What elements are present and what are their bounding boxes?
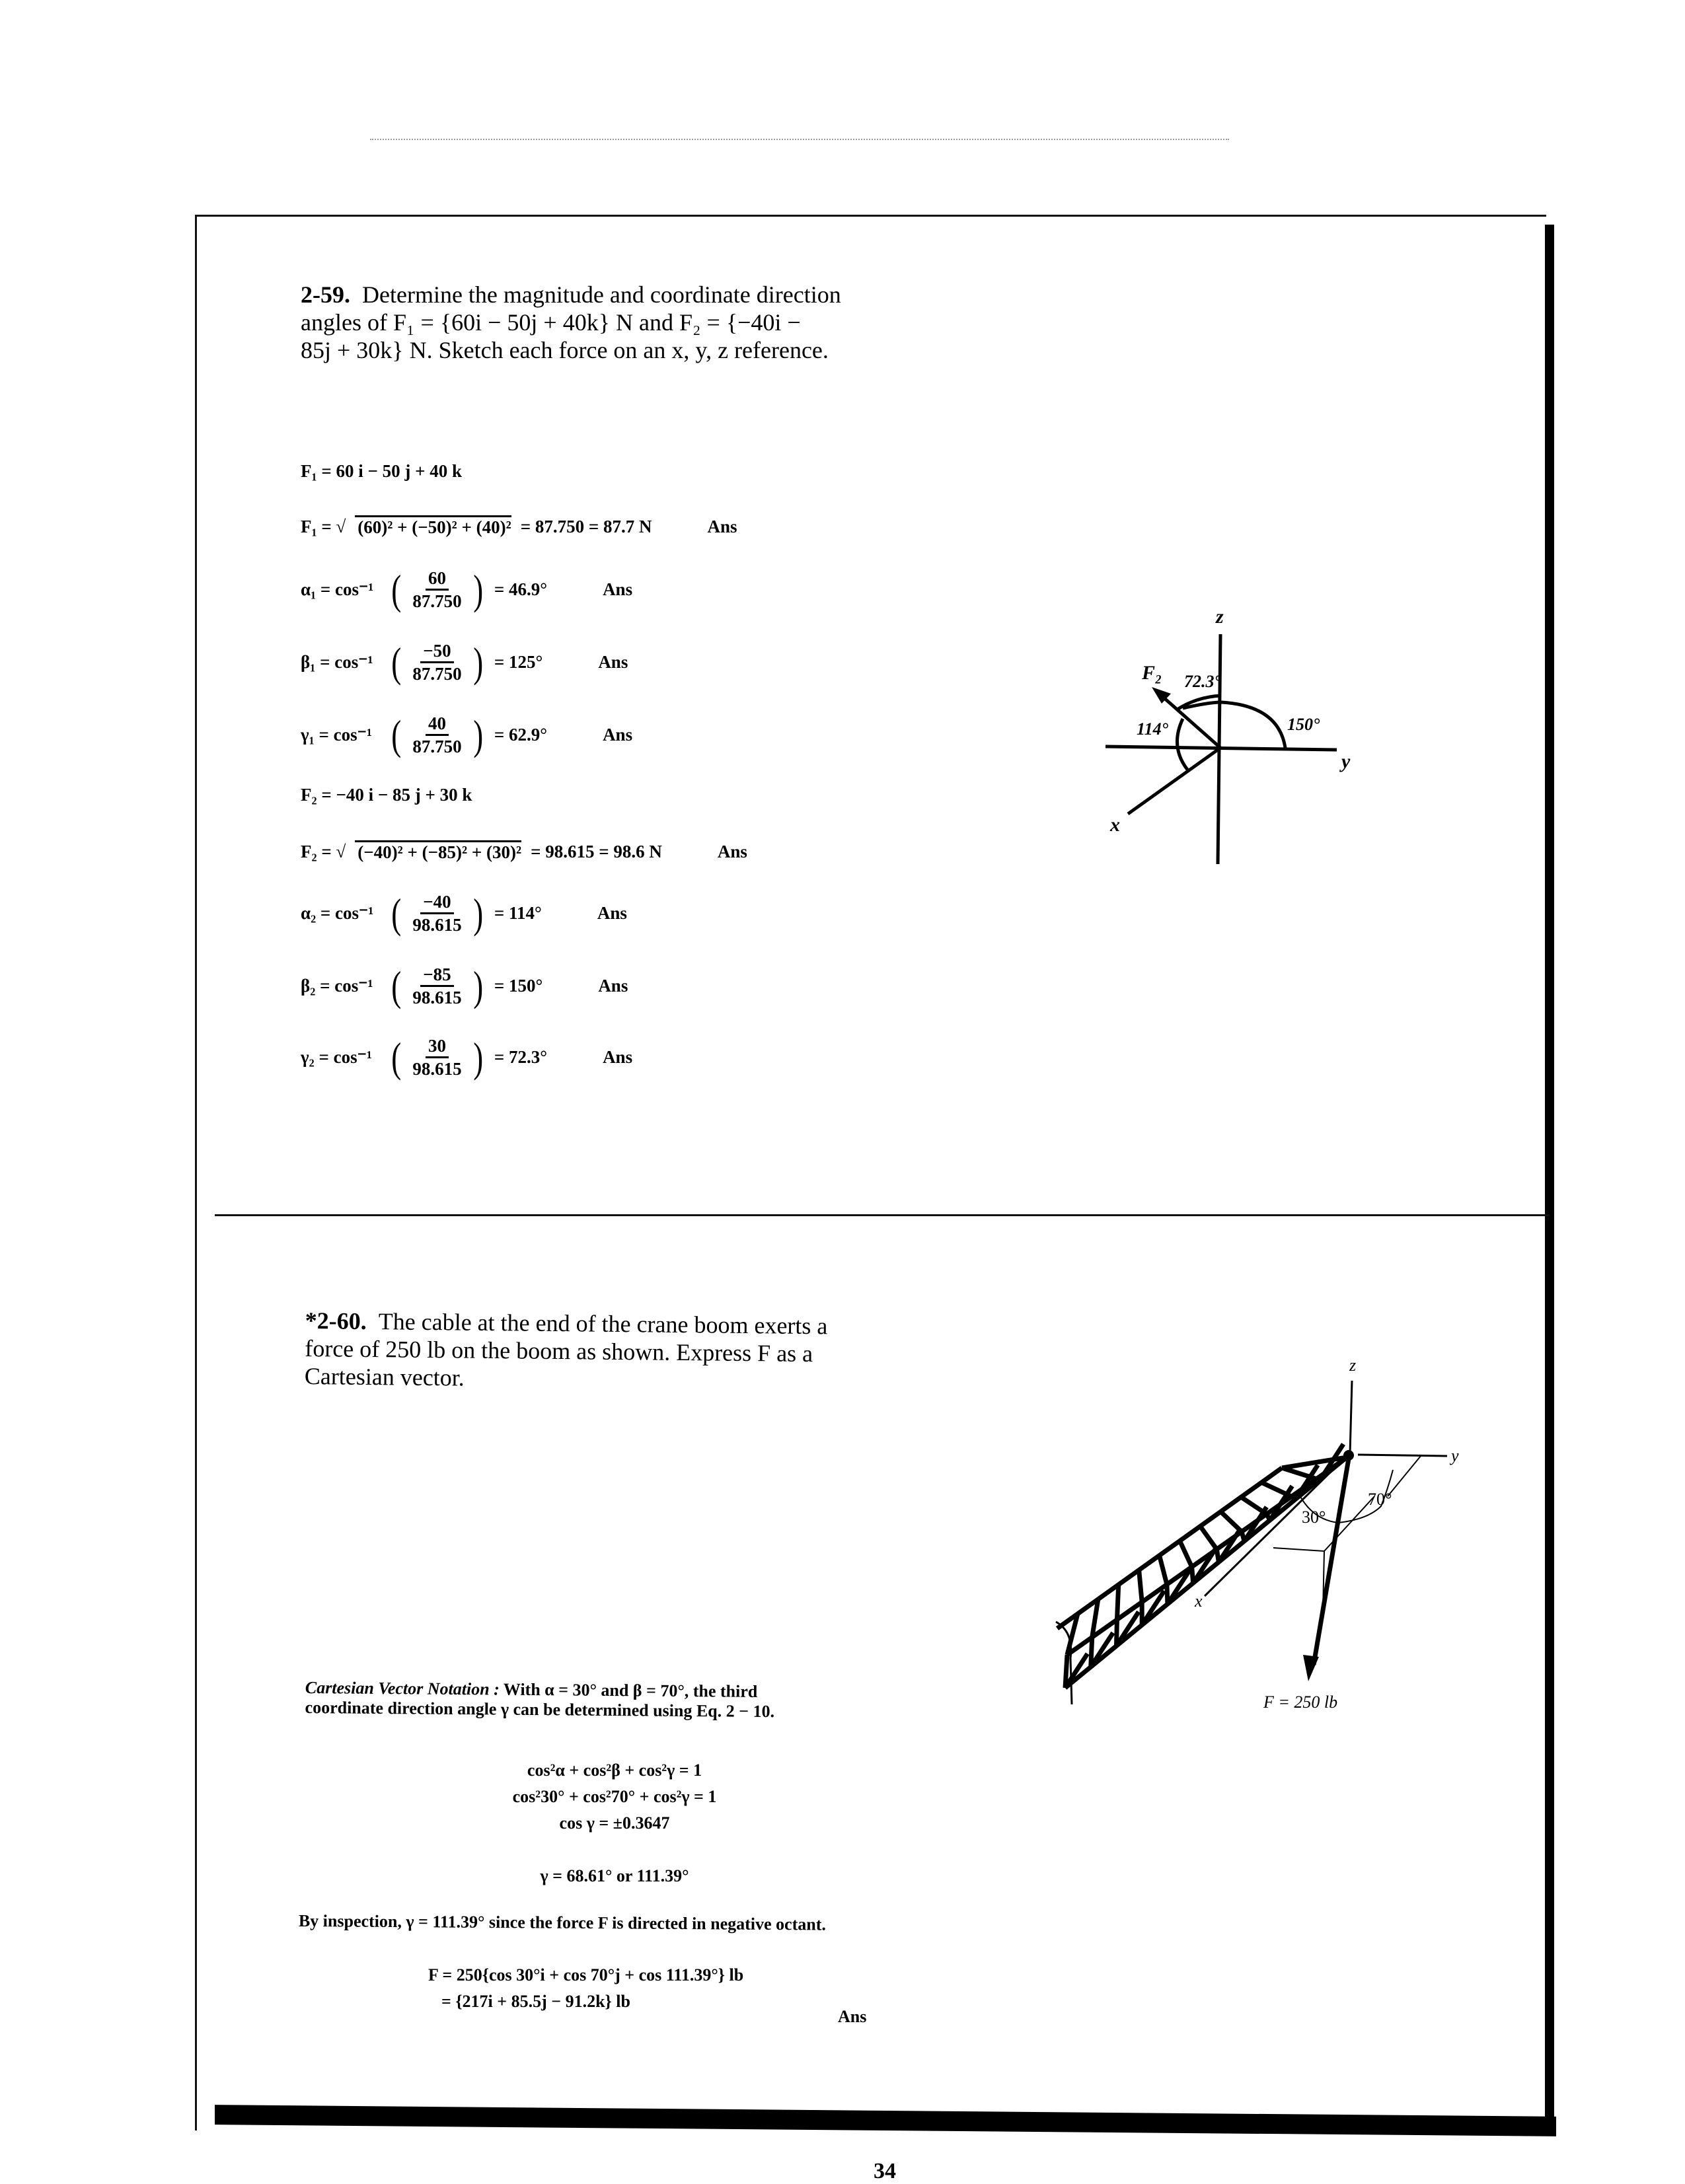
y-label: y <box>1451 1446 1459 1465</box>
ans-label: Ans <box>603 725 633 745</box>
paren-left: ( <box>391 962 402 1009</box>
paren-right: ) <box>472 889 483 937</box>
force-result: = {217i + 85.5j − 91.2k} lb <box>441 1992 630 2011</box>
equation: cos²α + cos²β + cos²γ = 1 <box>527 1761 702 1780</box>
beta-label: 70° <box>1368 1490 1392 1509</box>
paren-left: ( <box>391 711 402 758</box>
result: = 62.9° <box>494 725 548 745</box>
ans-label: Ans <box>598 976 628 996</box>
z-axis <box>1350 1381 1352 1453</box>
equation-block <box>410 1757 819 1837</box>
y-label: y <box>1341 750 1351 772</box>
section-label: Cartesian Vector Notation : <box>305 1678 500 1699</box>
numerator: −50 <box>420 640 453 663</box>
f1-vector: F₁ = 60 i − 50 j + 40 k <box>301 461 463 481</box>
inspection-statement: By inspection, γ = 111.39° since the force F is directed in negative octant. <box>298 1911 827 1934</box>
problem-number: 2-59. <box>301 281 350 308</box>
ans-label: Ans <box>598 652 628 672</box>
f2-vector: F₂ = −40 i − 85 j + 30 k <box>301 785 472 805</box>
statement-line: 85j + 30k} N. Sketch each force on an x, y, z reference. <box>301 337 829 363</box>
denominator: 98.615 <box>412 988 462 1007</box>
intro-paragraph <box>305 1678 774 1722</box>
numerator: 40 <box>426 713 449 736</box>
truss-diagonal <box>1180 1541 1191 1566</box>
bottom-chord <box>1065 1457 1347 1688</box>
projection-y <box>1388 1456 1421 1496</box>
truss-diagonal <box>1160 1556 1167 1585</box>
paren-right: ) <box>472 565 483 613</box>
lhs: F₁ = √ <box>301 516 346 536</box>
numerator: −40 <box>420 891 453 914</box>
alpha-label: 30° <box>1302 1508 1326 1527</box>
lhs: γ₂ = cos⁻¹ <box>301 1047 372 1067</box>
z-label: z <box>1216 606 1224 628</box>
statement-line: The cable at the end of the crane boom exerts a <box>378 1308 828 1340</box>
ans-label: Ans <box>717 841 747 861</box>
denominator: 98.615 <box>412 915 462 935</box>
ans-label: Ans <box>597 903 627 923</box>
force-expression: F = 250{cos 30°i + cos 70°j + cos 111.39°} lb <box>428 1965 744 1984</box>
alpha-label: 114° <box>1137 719 1168 739</box>
gamma-solutions: γ = 68.61° or 111.39° <box>540 1866 689 1885</box>
paren-left: ( <box>391 565 402 613</box>
paren-right: ) <box>472 638 483 686</box>
beta-label: 150° <box>1287 715 1320 734</box>
equation: cos²30° + cos²70° + cos²γ = 1 <box>512 1787 717 1806</box>
paren-right: ) <box>472 962 483 1009</box>
denominator: 87.750 <box>412 664 462 684</box>
gamma-label: 72.3° <box>1184 672 1221 691</box>
ans-label: Ans <box>603 1047 633 1067</box>
paren-left: ( <box>391 1033 402 1081</box>
lhs: α₂ = cos⁻¹ <box>301 903 374 923</box>
statement-line: force of 250 lb on the boom as shown. Express F as a <box>305 1334 813 1367</box>
boom-truss <box>1057 1444 1347 1688</box>
z-label: z <box>1349 1356 1357 1375</box>
x-label: x <box>1110 814 1120 836</box>
y-axis <box>1358 1455 1447 1456</box>
ans-label: Ans <box>707 516 737 536</box>
boom-base <box>1056 1622 1072 1704</box>
paren-right: ) <box>472 711 483 758</box>
truss-diagonal <box>1200 1526 1217 1549</box>
force-vector <box>1314 1459 1349 1665</box>
radicand: (−40)² + (−85)² + (30)² <box>355 840 521 863</box>
truss-web <box>1316 1478 1321 1479</box>
result: = 125° <box>494 652 543 672</box>
result: = 150° <box>494 976 543 996</box>
denominator: 87.750 <box>412 737 462 756</box>
radicand: (60)² + (−50)² + (40)² <box>355 515 511 538</box>
truss-diagonal <box>1117 1585 1118 1620</box>
x-label: x <box>1195 1591 1203 1611</box>
paren-left: ( <box>391 889 402 937</box>
ans-label: Ans <box>603 579 633 599</box>
paren-left: ( <box>391 638 402 686</box>
lhs: γ₁ = cos⁻¹ <box>301 725 372 745</box>
denominator: 87.750 <box>412 591 462 611</box>
statement-line: angles of F₁ = {60i − 50j + 40k} N and F₂ = {−40i − <box>301 309 801 336</box>
paren-right: ) <box>472 1033 483 1081</box>
problem-number: *2-60. <box>305 1307 367 1334</box>
numerator: 60 <box>426 567 449 591</box>
result: = 46.9° <box>494 579 548 599</box>
statement-line: Determine the magnitude and coordinate direction <box>362 281 841 308</box>
result: = 114° <box>494 903 542 923</box>
denominator: 98.615 <box>412 1059 462 1079</box>
numerator: −85 <box>420 964 453 987</box>
truss-diagonal <box>1139 1570 1142 1602</box>
lhs: F₂ = √ <box>301 841 346 861</box>
page-number: 34 <box>874 2159 896 2183</box>
equation: cos γ = ±0.3647 <box>559 1813 670 1833</box>
pulley-pin <box>1343 1450 1354 1461</box>
statement-line: Cartesian vector. <box>304 1362 465 1391</box>
result: = 72.3° <box>494 1047 548 1067</box>
ans-label: Ans <box>838 2007 867 2026</box>
force-label: F₂ <box>1142 662 1162 684</box>
result: = 98.615 = 98.6 N <box>531 841 662 861</box>
lhs: α₁ = cos⁻¹ <box>301 579 374 599</box>
force-label: F = 250 lb <box>1263 1693 1338 1712</box>
arrowhead-icon <box>1303 1655 1319 1681</box>
lhs: β₂ = cos⁻¹ <box>301 976 373 996</box>
intro-text: coordinate direction angle γ can be determined using Eq. 2 − 10. <box>305 1697 775 1722</box>
numerator: 30 <box>426 1035 449 1058</box>
intro-text: With α = 30° and β = 70°, the third <box>503 1679 758 1701</box>
lhs: β₁ = cos⁻¹ <box>301 652 373 672</box>
result: = 87.750 = 87.7 N <box>520 516 652 536</box>
